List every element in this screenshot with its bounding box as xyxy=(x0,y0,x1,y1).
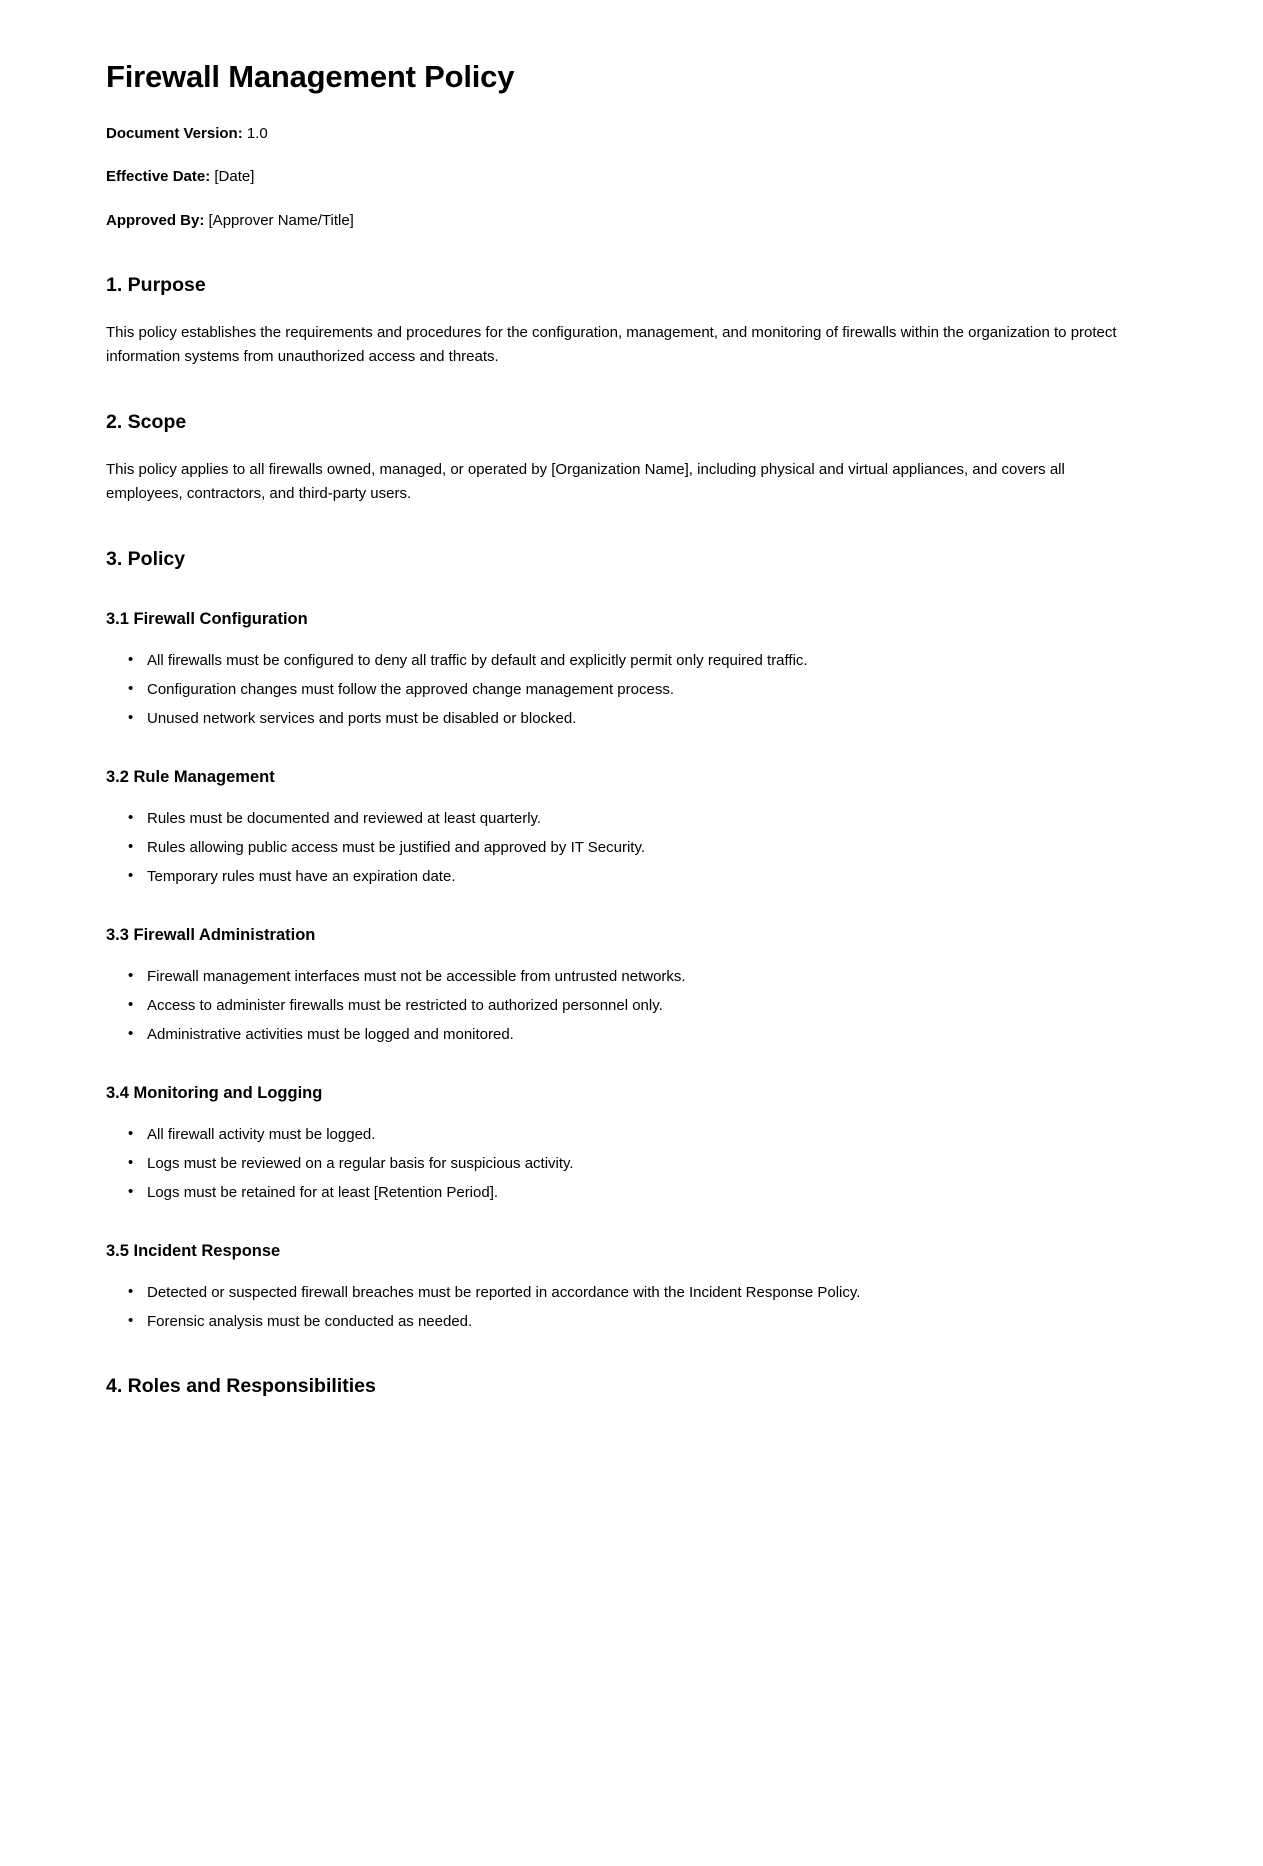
list-item: • Forensic analysis must be conducted as needed. xyxy=(147,1311,1135,1333)
metadata-document-version xyxy=(106,123,1135,146)
metadata-approved-by xyxy=(106,210,1135,233)
page-title: Firewall Management Policy xyxy=(106,59,515,94)
list-item: • Configuration changes must follow the approved change management process. xyxy=(147,679,1135,701)
list-item: • Firewall management interfaces must not be accessible from untrusted networks. xyxy=(147,966,1135,988)
metadata-effective-date xyxy=(106,166,1135,189)
list-item: • Administrative activities must be logged and monitored. xyxy=(147,1024,1135,1046)
list-item: • Rules allowing public access must be justified and approved by IT Security. xyxy=(147,837,1135,859)
list-item: • Access to administer firewalls must be restricted to authorized personnel only. xyxy=(147,995,1135,1017)
list-item: • All firewalls must be configured to deny all traffic by default and explicitly permit only required traffic. xyxy=(147,650,1135,672)
list-item: • Temporary rules must have an expiration date. xyxy=(147,866,1135,888)
metadata-label: Effective Date: xyxy=(106,168,211,186)
section-heading-scope: 2. Scope xyxy=(106,411,187,434)
metadata-label: Document Version: xyxy=(106,124,243,142)
section-heading-roles-and-responsibilities: 4. Roles and Responsibilities xyxy=(106,1375,376,1398)
subsection-heading-firewall-configuration: 3.1 Firewall Configuration xyxy=(106,610,308,629)
bullet-list-incident-response xyxy=(106,1282,1135,1333)
list-item: • Logs must be reviewed on a regular basis for suspicious activity. xyxy=(147,1153,1135,1175)
list-item: • Logs must be retained for at least [Retention Period]. xyxy=(147,1182,1135,1204)
section-heading-policy: 3. Policy xyxy=(106,548,186,571)
list-item: • All firewall activity must be logged. xyxy=(147,1124,1135,1146)
bullet-list-firewall-administration xyxy=(106,966,1135,1047)
subsection-heading-monitoring-and-logging: 3.4 Monitoring and Logging xyxy=(106,1084,323,1103)
section-paragraph-purpose: This policy establishes the requirements and procedures for the configuration, management, and monitoring of firewalls within the organization to protect information systems from unauthorized access and threats. xyxy=(106,323,1117,365)
section-heading-purpose: 1. Purpose xyxy=(106,274,206,297)
section-paragraph-scope: This policy applies to all firewalls owned, managed, or operated by [Organization Name], including physical and virtual appliances, and covers all employees, contractors, and third-party users. xyxy=(106,460,1065,502)
bullet-list-rule-management xyxy=(106,808,1135,889)
metadata-label: Approved By: xyxy=(106,211,205,229)
metadata-value: 1.0 xyxy=(246,124,268,142)
list-item: • Unused network services and ports must be disabled or blocked. xyxy=(147,708,1135,730)
subsection-heading-rule-management: 3.2 Rule Management xyxy=(106,768,275,787)
list-item: • Rules must be documented and reviewed at least quarterly. xyxy=(147,808,1135,830)
metadata-value: [Date] xyxy=(214,168,255,186)
bullet-list-monitoring-and-logging xyxy=(106,1124,1135,1205)
bullet-list-firewall-configuration xyxy=(106,650,1135,731)
subsection-heading-incident-response: 3.5 Incident Response xyxy=(106,1242,281,1261)
metadata-value: [Approver Name/Title] xyxy=(208,211,354,229)
list-item: • Detected or suspected firewall breaches must be reported in accordance with the Incident Response Policy. xyxy=(147,1282,1135,1304)
subsection-heading-firewall-administration: 3.3 Firewall Administration xyxy=(106,926,316,945)
